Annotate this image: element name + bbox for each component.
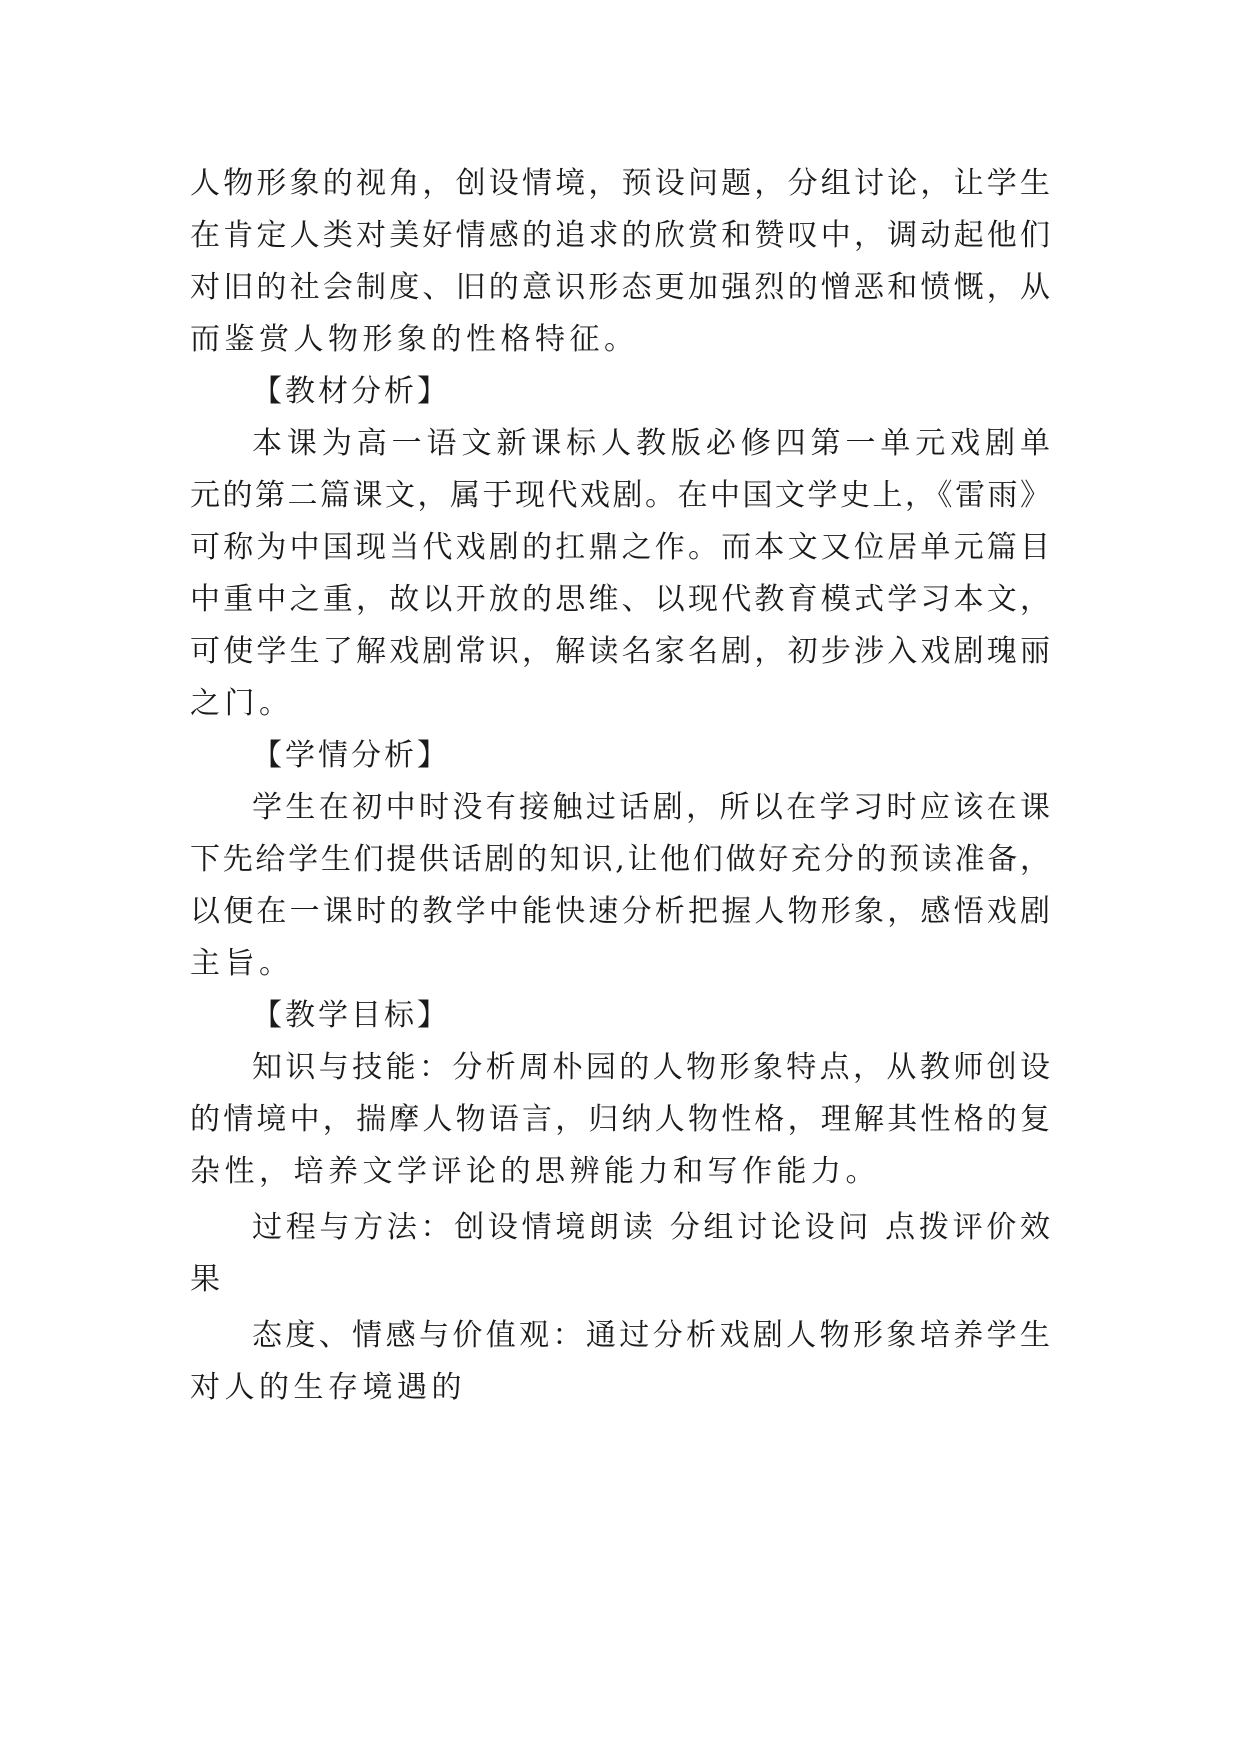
knowledge-skills-line-3: 杂性，培养文学评论的思辨能力和写作能力。 bbox=[190, 1154, 880, 1189]
textbook-analysis-line-2: 元的第二篇课文，属于现代戏剧。在中国文学史上，《雷雨》 bbox=[190, 478, 1050, 513]
textbook-analysis-line-3: 可称为中国现当代戏剧的扛鼎之作。而本文又位居单元篇目 bbox=[190, 530, 1050, 565]
student-analysis-line-4: 主旨。 bbox=[190, 946, 294, 981]
student-analysis-line-1: 学生在初中时没有接触过话剧，所以在学习时应该在课 bbox=[252, 790, 1050, 825]
textbook-analysis-line-6: 之门。 bbox=[190, 686, 294, 721]
textbook-analysis-line-1: 本课为高一语文新课标人教版必修四第一单元戏剧单 bbox=[252, 426, 1050, 461]
student-analysis-line-2: 下先给学生们提供话剧的知识,让他们做好充分的预读准备， bbox=[190, 842, 1050, 877]
student-analysis-line-3: 以便在一课时的教学中能快速分析把握人物形象，感悟戏剧 bbox=[190, 894, 1050, 929]
knowledge-skills-line-1: 知识与技能：分析周朴园的人物形象特点，从教师创设 bbox=[252, 1050, 1050, 1085]
teaching-goals-heading: 【教学目标】 bbox=[252, 998, 450, 1033]
textbook-analysis-line-4: 中重中之重，故以开放的思维、以现代教育模式学习本文， bbox=[190, 582, 1050, 617]
attitude-values-line-2: 对人的生存境遇的 bbox=[190, 1370, 466, 1405]
textbook-analysis-heading: 【教材分析】 bbox=[252, 374, 450, 409]
process-method-line-2: 果 bbox=[190, 1262, 225, 1297]
student-analysis-heading: 【学情分析】 bbox=[252, 738, 450, 773]
knowledge-skills-line-2: 的情境中，揣摩人物语言，归纳人物性格，理解其性格的复 bbox=[190, 1102, 1050, 1137]
textbook-analysis-line-5: 可使学生了解戏剧常识，解读名家名剧，初步涉入戏剧瑰丽 bbox=[190, 634, 1050, 669]
intro-line-1: 人物形象的视角，创设情境，预设问题，分组讨论，让学生 bbox=[190, 166, 1050, 201]
intro-line-3: 对旧的社会制度、旧的意识形态更加强烈的憎恶和愤慨，从 bbox=[190, 270, 1050, 305]
intro-line-2: 在肯定人类对美好情感的追求的欣赏和赞叹中，调动起他们 bbox=[190, 218, 1050, 253]
attitude-values-line-1: 态度、情感与价值观：通过分析戏剧人物形象培养学生 bbox=[252, 1318, 1050, 1353]
process-method-line-1: 过程与方法：创设情境朗读 分组讨论设问 点拨评价效 bbox=[252, 1210, 1050, 1245]
intro-line-4: 而鉴赏人物形象的性格特征。 bbox=[190, 322, 639, 357]
